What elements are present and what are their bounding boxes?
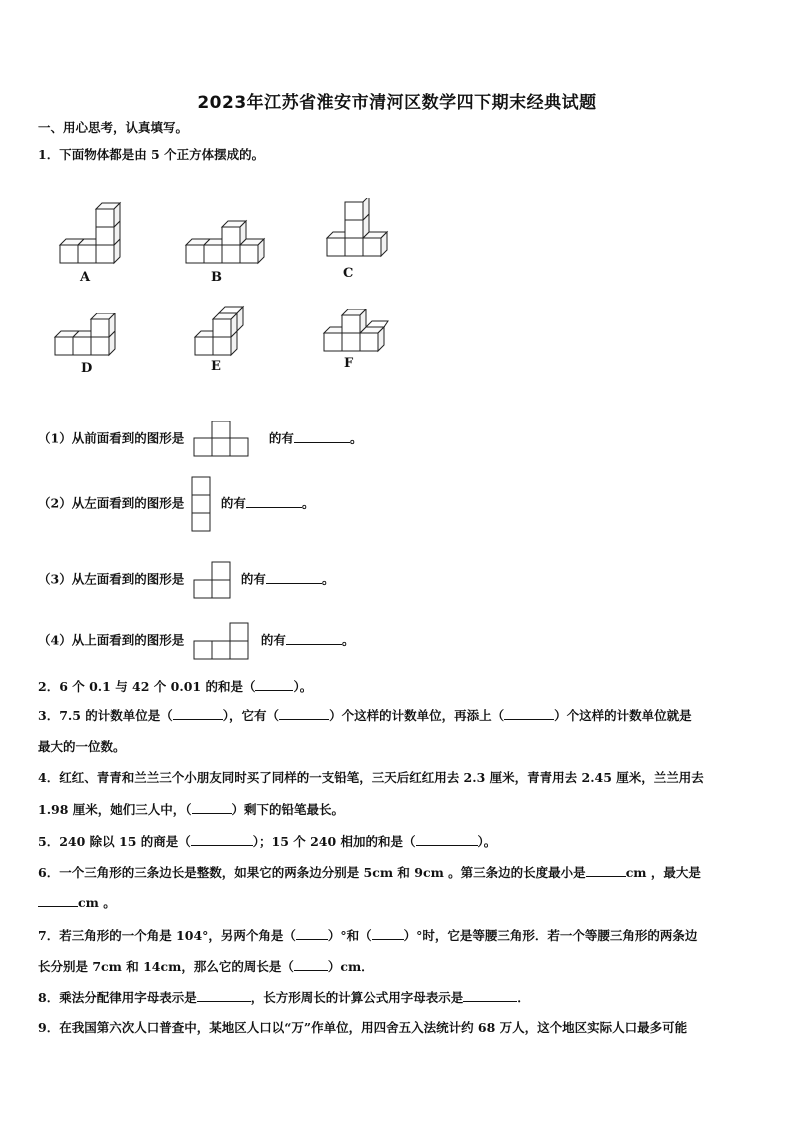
answer-blank-5-2[interactable] <box>416 833 478 846</box>
figure-d-cubes <box>53 313 123 359</box>
page-title: 2023年江苏省淮安市清河区数学四下期末经典试题 <box>197 93 597 113</box>
front-view-shape <box>193 421 255 457</box>
answer-blank-7-1[interactable] <box>296 927 328 940</box>
answer-blank-3-2[interactable] <box>279 707 329 720</box>
question-8: 8．乘法分配律用字母表示是 ，长方形周长的计算公式用字母表示是 ． <box>38 990 530 1005</box>
question-1-sub-1: （1）从前面看到的图形是 的有 。 <box>38 421 760 457</box>
question-4-line-1: 4．红红、青青和兰兰三个小朋友同时买了同样的一支铅笔，三天后红红用去 2.3 厘米，青青用去 2.45 厘米，兰兰用去 <box>38 770 704 785</box>
answer-blank-1-4[interactable] <box>286 632 342 645</box>
answer-blank-6-1[interactable] <box>586 864 626 877</box>
answer-blank-1-2[interactable] <box>246 495 302 508</box>
answer-blank-2[interactable] <box>255 678 293 691</box>
answer-blank-7-2[interactable] <box>372 927 404 940</box>
question-1-sub-3: （3）从左面看到的图形是 的有 。 <box>38 561 760 599</box>
left-view-shape-l <box>193 561 233 599</box>
section-heading: 一、用心思考，认真填写。 <box>38 120 189 135</box>
question-9-line-1: 9．在我国第六次人口普查中，某地区人口以“万”作单位，用四舍五入法统计约 68 万人，这个地区实际人口最多可能 <box>38 1020 688 1035</box>
question-5: 5．240 除以 15 的商是（ ）；15 个 240 相加的和是（ ）。 <box>38 834 497 849</box>
figure-a-cubes <box>58 200 126 268</box>
question-1-stem: 1．下面物体都是由 5 个正方体摆成的。 <box>38 147 265 162</box>
question-6-line-2: cm 。 <box>38 894 760 911</box>
figure-f-label: F <box>344 356 354 371</box>
answer-blank-6-2[interactable] <box>38 894 78 907</box>
figure-d-label: D <box>81 361 93 376</box>
figure-c-label: C <box>343 266 354 281</box>
answer-blank-1-1[interactable] <box>294 430 350 443</box>
question-4-line-2: 1.98 厘米，她们三人中，（ ）剩下的铅笔最长。 <box>38 802 345 817</box>
answer-blank-3-1[interactable] <box>173 707 223 720</box>
question-2: 2．6 个 0.1 与 42 个 0.01 的和是（ ）。 <box>38 679 313 694</box>
question-3: 3．7.5 的计数单位是（ ），它有（ ）个这样的计数单位，再添上（ ）个这样的计数单位就是 <box>38 708 692 723</box>
figure-b-label: B <box>211 270 222 285</box>
question-7-line-2: 长分别是 7cm 和 14cm，那么它的周长是（ ）cm． <box>38 959 374 974</box>
left-view-shape-column <box>191 476 213 532</box>
question-1-sub-2: （2）从左面看到的图形是 的有 。 <box>38 476 760 532</box>
answer-blank-5-1[interactable] <box>191 833 253 846</box>
answer-blank-1-3[interactable] <box>266 571 322 584</box>
answer-blank-3-3[interactable] <box>504 707 554 720</box>
answer-blank-7-3[interactable] <box>294 958 328 971</box>
figure-e-cubes <box>193 305 245 357</box>
question-7-line-1: 7．若三角形的一个角是 104°，另两个角是（ ）°和（ ）°时，它是等腰三角形．若一个等腰三角形的两条边 <box>38 928 698 943</box>
figure-e-label: E <box>211 359 221 374</box>
figure-c-cubes <box>325 198 389 262</box>
question-6-line-1: 6．一个三角形的三条边长是整数，如果它的两条边分别是 5cm 和 9cm 。第三条边的长度最小是 cm ，最大是 <box>38 865 701 880</box>
top-view-shape <box>193 622 253 660</box>
answer-blank-8-1[interactable] <box>197 989 251 1002</box>
figure-f-cubes <box>322 309 390 355</box>
figure-a-label: A <box>80 270 91 285</box>
answer-blank-4[interactable] <box>192 801 232 814</box>
answer-blank-8-2[interactable] <box>463 989 517 1002</box>
question-1-sub-4: （4）从上面看到的图形是 的有 。 <box>38 622 760 660</box>
figure-b-cubes <box>184 218 266 268</box>
question-3-line-2: 最大的一位数。 <box>38 739 126 754</box>
